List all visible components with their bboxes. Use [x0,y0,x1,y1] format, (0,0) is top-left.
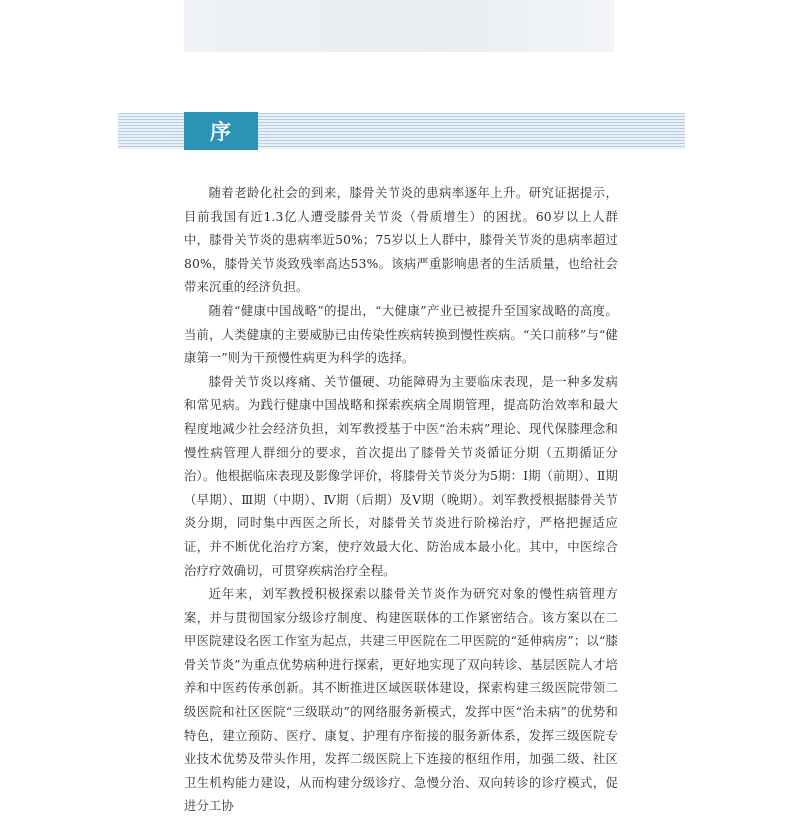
paragraph: 随着“健康中国战略”的提出，“大健康”产业已被提升至国家战略的高度。当前，人类健康的主要威胁已由传染性疾病转换到慢性疾病。“关口前移”与“健康第一”则为干预慢性病更为科学的选择。 [184,303,618,366]
preface-body [184,182,618,819]
header-band [184,0,614,52]
paragraph: 近年来，刘军教授积极探索以膝骨关节炎作为研究对象的慢性病管理方案，并与贯彻国家分级诊疗制度、构建医联体的工作紧密结合。该方案以在二甲医院建设名医工作室为起点，共建三甲医院在二甲医院的“延伸病房”；以“膝骨关节炎”为重点优势病种进行探索，更好地实现了双向转诊、基层医院人才培养和中医药传承创新。其不断推进区域医联体建设，探索构建三级医院带领二级医院和社区医院“三级联动”的网络服务新模式，发挥中医“治未病”的优势和特色，建立预防、医疗、康复、护理有序衔接的服务新体系，发挥三级医院专业技术优势及带头作用，发挥二级医院上下连接的枢纽作用，加强二级、社区卫生机构能力建设，从而构建分级诊疗、急慢分治、双向转诊的诊疗模式，促进分工协 [184,587,618,814]
section-title: 序 [210,120,232,144]
paragraph: 膝骨关节炎以疼痛、关节僵硬、功能障碍为主要临床表现，是一种多发病和常见病。为践行健康中国战略和探索疾病全周期管理，提高防治效率和最大程度地减少社会经济负担，刘军教授基于中医“治未病”理论、现代保膝理念和慢性病管理人群细分的要求，首次提出了膝骨关节炎循证分期（五期循证分治）。他根据临床表现及影像学评价，将膝骨关节炎分为5期：Ⅰ期（前期）、Ⅱ期（早期）、Ⅲ期（中期）、Ⅳ期（后期）及Ⅴ期（晚期）。刘军教授根据膝骨关节炎分期，同时集中西医之所长，对膝骨关节炎进行阶梯治疗，严格把握适应证，并不断优化治疗方案，使疗效最大化、防治成本最小化。其中，中医综合治疗疗效确切，可贯穿疾病治疗全程。 [184,374,618,578]
section-title-box [184,112,258,150]
paragraph: 随着老龄化社会的到来，膝骨关节炎的患病率逐年上升。研究证据提示，目前我国有近1.3亿人遭受膝骨关节炎（骨质增生）的困扰。60岁以上人群中，膝骨关节炎的患病率近50%；75岁以上人群中，膝骨关节炎的患病率超过80%，膝骨关节炎致残率高达53%。该病严重影响患者的生活质量，也给社会带来沉重的经济负担。 [184,186,618,295]
